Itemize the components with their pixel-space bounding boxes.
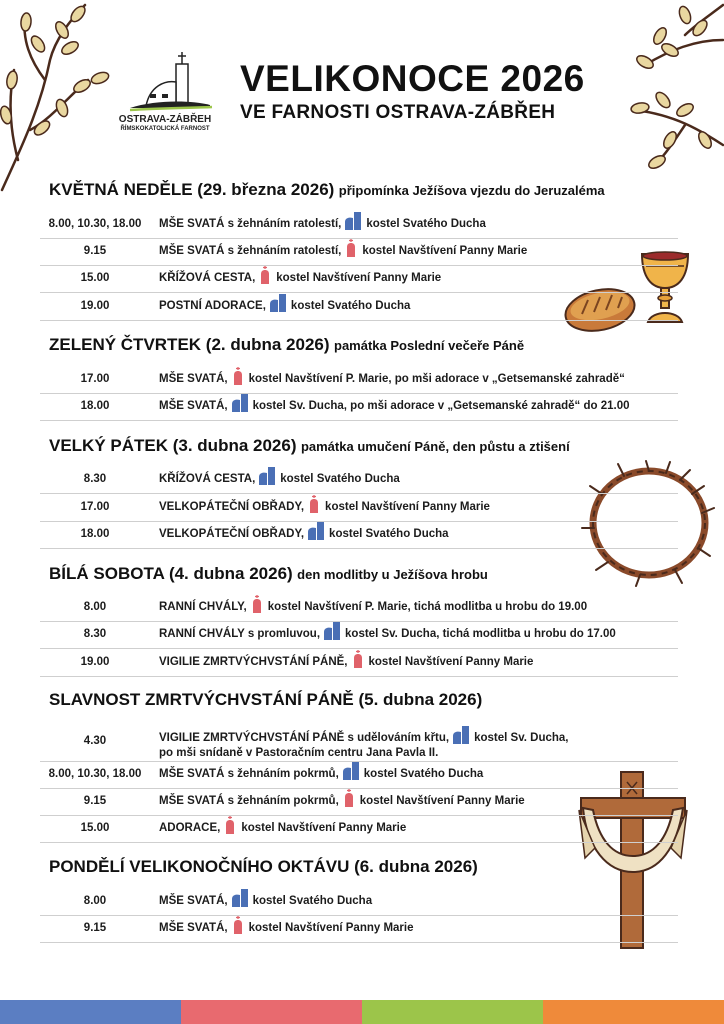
schedule-row: [40, 788, 678, 816]
section-title: VELKÝ PÁTEK (3. dubna 2026): [49, 436, 297, 455]
event-time: 8.00, 10.30, 18.00: [48, 218, 142, 230]
blue-church-icon: [232, 394, 248, 412]
schedule-row: [40, 494, 678, 522]
event-place: kostel Navštívení P. Marie, tichá modlitba u hrobu do 19.00: [267, 601, 588, 613]
section-heading: [49, 564, 488, 584]
event-place: kostel Sv. Ducha,: [474, 732, 569, 744]
red-church-icon: [345, 239, 357, 257]
event-title: MŠE SVATÁ,: [159, 922, 228, 934]
schedule-row: [40, 721, 678, 762]
red-church-icon: [343, 789, 355, 807]
footer-bar-red: [181, 1000, 362, 1024]
event-place: kostel Svatého Ducha: [280, 473, 400, 485]
event-place: kostel Sv. Ducha, tichá modlitba u hrobu do 17.00: [345, 628, 616, 640]
event-time: 4.30: [83, 735, 107, 747]
event-place: kostel Navštívení Panny Marie: [248, 922, 414, 934]
section-title: KVĚTNÁ NEDĚLE (29. března 2026): [49, 180, 335, 199]
event-time: 9.15: [83, 245, 107, 257]
logo-subtitle: ŘÍMSKOKATOLICKÁ FARNOST: [120, 126, 210, 132]
event-title: MŠE SVATÁ,: [159, 373, 228, 385]
event-title: MŠE SVATÁ,: [159, 895, 228, 907]
event-title: MŠE SVATÁ s žehnáním pokrmů,: [159, 768, 339, 780]
event-title: MŠE SVATÁ,: [159, 400, 228, 412]
footer-bar-orange: [543, 1000, 724, 1024]
section-note: připomínka Ježíšova vjezdu do Jeruzaléma: [338, 183, 605, 198]
event-time: 19.00: [80, 656, 110, 668]
section-title: PONDĚLÍ VELIKONOČNÍHO OKTÁVU (6. dubna 2026): [49, 857, 478, 876]
page-subtitle: VE FARNOSTI OSTRAVA-ZÁBŘEH: [240, 102, 556, 123]
section-heading: [49, 180, 605, 200]
schedule-row: [40, 915, 678, 943]
event-title: POSTNÍ ADORACE,: [159, 300, 266, 312]
section-note: památka Poslední večeře Páně: [334, 338, 525, 353]
event-place: kostel Navštívení P. Marie, po mši adorace v „Getsemanské zahradě“: [248, 373, 625, 385]
blue-church-icon: [270, 294, 286, 312]
blue-church-icon: [343, 762, 359, 780]
schedule-row: [40, 888, 678, 916]
schedule-row: [40, 521, 678, 549]
willow-branch-icon: [0, 0, 110, 195]
event-title: MŠE SVATÁ s žehnáním pokrmů,: [159, 795, 339, 807]
section-heading: [49, 436, 570, 456]
red-church-icon: [259, 266, 271, 284]
section-title: SLAVNOST ZMRTVÝCHVSTÁNÍ PÁNĚ (5. dubna 2026): [49, 690, 483, 709]
schedule-row: [40, 265, 678, 293]
schedule-row: [40, 393, 678, 421]
blue-church-icon: [232, 889, 248, 907]
event-title: MŠE SVATÁ s žehnáním ratolestí,: [159, 245, 342, 257]
event-place: kostel Svatého Ducha: [252, 895, 373, 907]
event-place: kostel Svatého Ducha: [363, 768, 484, 780]
event-title: VIGILIE ZMRTVÝCHVSTÁNÍ PÁNĚ,: [159, 656, 348, 668]
event-time: 18.00: [80, 528, 110, 540]
blue-church-icon: [345, 212, 361, 230]
event-time: 15.00: [80, 822, 110, 834]
event-title: VIGILIE ZMRTVÝCHVSTÁNÍ PÁNĚ s udělováním křtu,: [159, 732, 450, 744]
blue-church-icon: [453, 726, 469, 744]
event-title: ADORACE,: [159, 822, 221, 834]
section-heading: [49, 335, 524, 355]
section-heading: [49, 690, 482, 710]
event-place: kostel Navštívení Panny Marie: [368, 656, 534, 668]
logo-name: OSTRAVA-ZÁBŘEH: [118, 114, 212, 125]
section-heading: [49, 857, 478, 877]
event-title: RANNÍ CHVÁLY,: [159, 601, 247, 613]
event-title: KŘÍŽOVÁ CESTA,: [159, 473, 256, 485]
red-church-icon: [352, 650, 364, 668]
event-time: 18.00: [80, 400, 110, 412]
event-time: 17.00: [80, 501, 110, 513]
event-time: 8.00: [83, 601, 107, 613]
event-place: kostel Navštívení Panny Marie: [276, 272, 442, 284]
event-place: kostel Navštívení Panny Marie: [325, 501, 490, 513]
event-place: kostel Navštívení Panny Marie: [359, 795, 525, 807]
schedule-row: [40, 211, 678, 239]
red-church-icon: [251, 595, 263, 613]
section-note: den modlitby u Ježíšova hrobu: [297, 567, 488, 582]
footer-bar-blue: [0, 1000, 181, 1024]
schedule-row: [40, 293, 678, 321]
event-title: VELKOPÁTEČNÍ OBŘADY,: [159, 501, 305, 513]
event-title: KŘÍŽOVÁ CESTA,: [159, 272, 256, 284]
event-time: 17.00: [80, 373, 110, 385]
event-time: 8.30: [83, 473, 107, 485]
event-place: kostel Svatého Ducha: [290, 300, 411, 312]
schedule-row: [40, 466, 678, 494]
event-place: kostel Navštívení Panny Marie: [362, 245, 528, 257]
event-place: kostel Navštívení Panny Marie: [241, 822, 407, 834]
event-place: kostel Sv. Ducha, po mši adorace v „Getsemanské zahradě“ do 21.00: [252, 400, 630, 412]
event-title: VELKOPÁTEČNÍ OBŘADY,: [159, 528, 305, 540]
event-title: RANNÍ CHVÁLY s promluvou,: [159, 628, 321, 640]
event-time: 19.00: [80, 300, 110, 312]
footer-bar-green: [362, 1000, 543, 1024]
schedule-row: [40, 238, 678, 266]
event-note: po mši snídaně v Pastoračním centru Jana Pavla II.: [159, 747, 439, 759]
event-place: kostel Svatého Ducha: [329, 528, 449, 540]
schedule-row: [40, 621, 678, 649]
section-title: BÍLÁ SOBOTA (4. dubna 2026): [49, 564, 293, 583]
event-place: kostel Svatého Ducha: [366, 218, 486, 230]
schedule-row: [40, 761, 678, 789]
event-title: MŠE SVATÁ s žehnáním ratolestí,: [159, 218, 342, 230]
blue-church-icon: [259, 467, 275, 485]
schedule-row: [40, 649, 678, 677]
schedule-row: [40, 815, 678, 843]
schedule-row: [40, 366, 678, 394]
event-time: 8.00: [83, 895, 107, 907]
blue-church-icon: [324, 622, 340, 640]
event-time: 15.00: [80, 272, 110, 284]
red-church-icon: [308, 495, 320, 513]
event-time: 8.00, 10.30, 18.00: [48, 768, 142, 780]
section-note: památka umučení Páně, den půstu a ztišení: [300, 439, 570, 454]
section-title: ZELENÝ ČTVRTEK (2. dubna 2026): [49, 335, 330, 354]
red-church-icon: [232, 367, 244, 385]
event-time: 8.30: [83, 628, 107, 640]
blue-church-icon: [308, 522, 324, 540]
schedule-row: [40, 594, 678, 622]
red-church-icon: [232, 916, 244, 934]
willow-branch-icon: [615, 0, 724, 180]
page-title: VELIKONOCE 2026: [240, 58, 585, 99]
event-time: 9.15: [83, 795, 107, 807]
event-time: 9.15: [83, 922, 107, 934]
red-church-icon: [224, 816, 236, 834]
